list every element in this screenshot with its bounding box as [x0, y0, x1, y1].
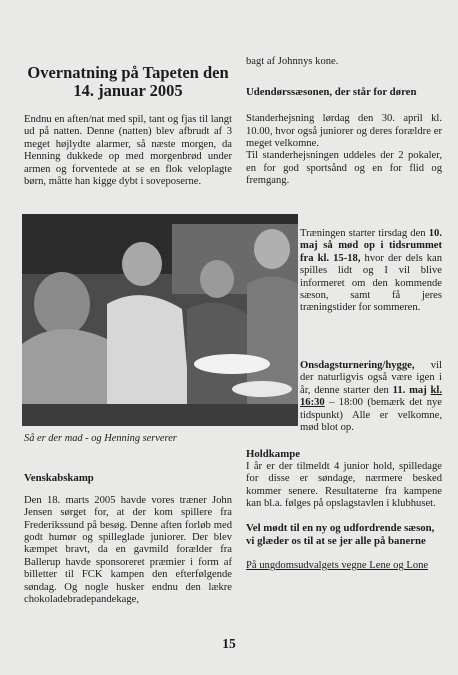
signature-text: På ungdomsudvalgets vegne Lene og Lone — [246, 560, 429, 572]
article-body: Endnu en aften/nat med spil, tant og fjas til langt ud på natten. Denne (natten) blev afbrudt af 3 meget højlydte alarmer, så næste morgen, da Henning dukkede op med morgenbrød under armen og forventede at se en flok veloplagte børn, måtte han kigge dybt i soveposerne. — [24, 114, 232, 188]
onsdag-time: kl. 16:30 — [300, 384, 442, 409]
article-venskabskamp — [24, 472, 232, 606]
holdkampe-block — [246, 448, 442, 572]
training-pre: Træningen starter tirsdag den — [300, 228, 429, 239]
onsdag-block — [300, 360, 442, 434]
pokaler-text: Til standerhejsningen uddeles der 2 pokaler, en for god sportsånd og en for flid og fremgang. — [246, 150, 442, 187]
article-title — [24, 64, 232, 100]
venskabskamp-body: Den 18. marts 2005 havde vores træner John Jensen sørget for, at der kom spillere fra Frederikssund på besøg. Denne aften forløb med godt humør og spilleglade juniorer. Der blev kæmpet bravt, da en gavmild forælder fra Ballerup havde sponsoreret præmier i form af billetter til FCK kampen den efterfølgende søndag. Og nogle husker endnu den lækre chokoladebradepandekage, — [24, 494, 232, 606]
photo-caption: Så er der mad - og Henning serverer — [24, 433, 177, 444]
holdkampe-body: I år er der tilmeldt 4 junior hold, spilledage for disse er søndage, nærmere besked kommer senere. Resultaterne fra kampene kan bl.a. følges på opslagstavlen i klubhuset. — [246, 460, 442, 510]
photo-children-food — [22, 214, 298, 426]
signature — [246, 560, 442, 572]
standerhejsning-text: Standerhejsning lørdag den 30. april kl. 10.00, hvor også juniorer og deres forældre er meget velkomne. — [246, 113, 442, 150]
onsdag-heading: Onsdagsturnering/hygge, — [300, 360, 415, 371]
holdkampe-heading: Holdkampe — [246, 448, 300, 460]
onsdag-date: 11. maj — [392, 384, 431, 396]
continuation-text: bagt af Johnnys kone. — [246, 56, 339, 67]
season-heading: Udendørssæsonen, der står for døren — [246, 86, 417, 99]
closing-text: Vel mødt til en ny og udfordrende sæson, vi glæder os til at se jer alle på banerne — [246, 522, 435, 548]
venskabskamp-heading: Venskabskamp — [24, 472, 94, 484]
article-overnatning — [24, 58, 232, 188]
onsdag-post: – 18:00 (bemærk det nye tidspunkt) Alle er velkomne, mød blot op. — [300, 397, 442, 434]
training-time: 10. maj så mød op i tidsrummet fra kl. 15-18, — [300, 228, 442, 264]
title-line-2: 14. januar 2005 — [73, 81, 183, 100]
training-block — [300, 228, 442, 315]
onsdag-pre: vil der naturligvis også være igen i år, denne starter den — [300, 360, 442, 396]
title-line-1: Overnatning på Tapeten den — [27, 63, 229, 82]
right-column-top — [246, 56, 442, 188]
onsdag-text — [300, 360, 442, 434]
training-post: hvor der dels kan spilles lidt og I vil blive informeret om den kommende sæson, samt få jeres træningstider for sommeren. — [300, 252, 442, 314]
training-text — [300, 228, 442, 315]
page-number: 15 — [222, 636, 236, 651]
